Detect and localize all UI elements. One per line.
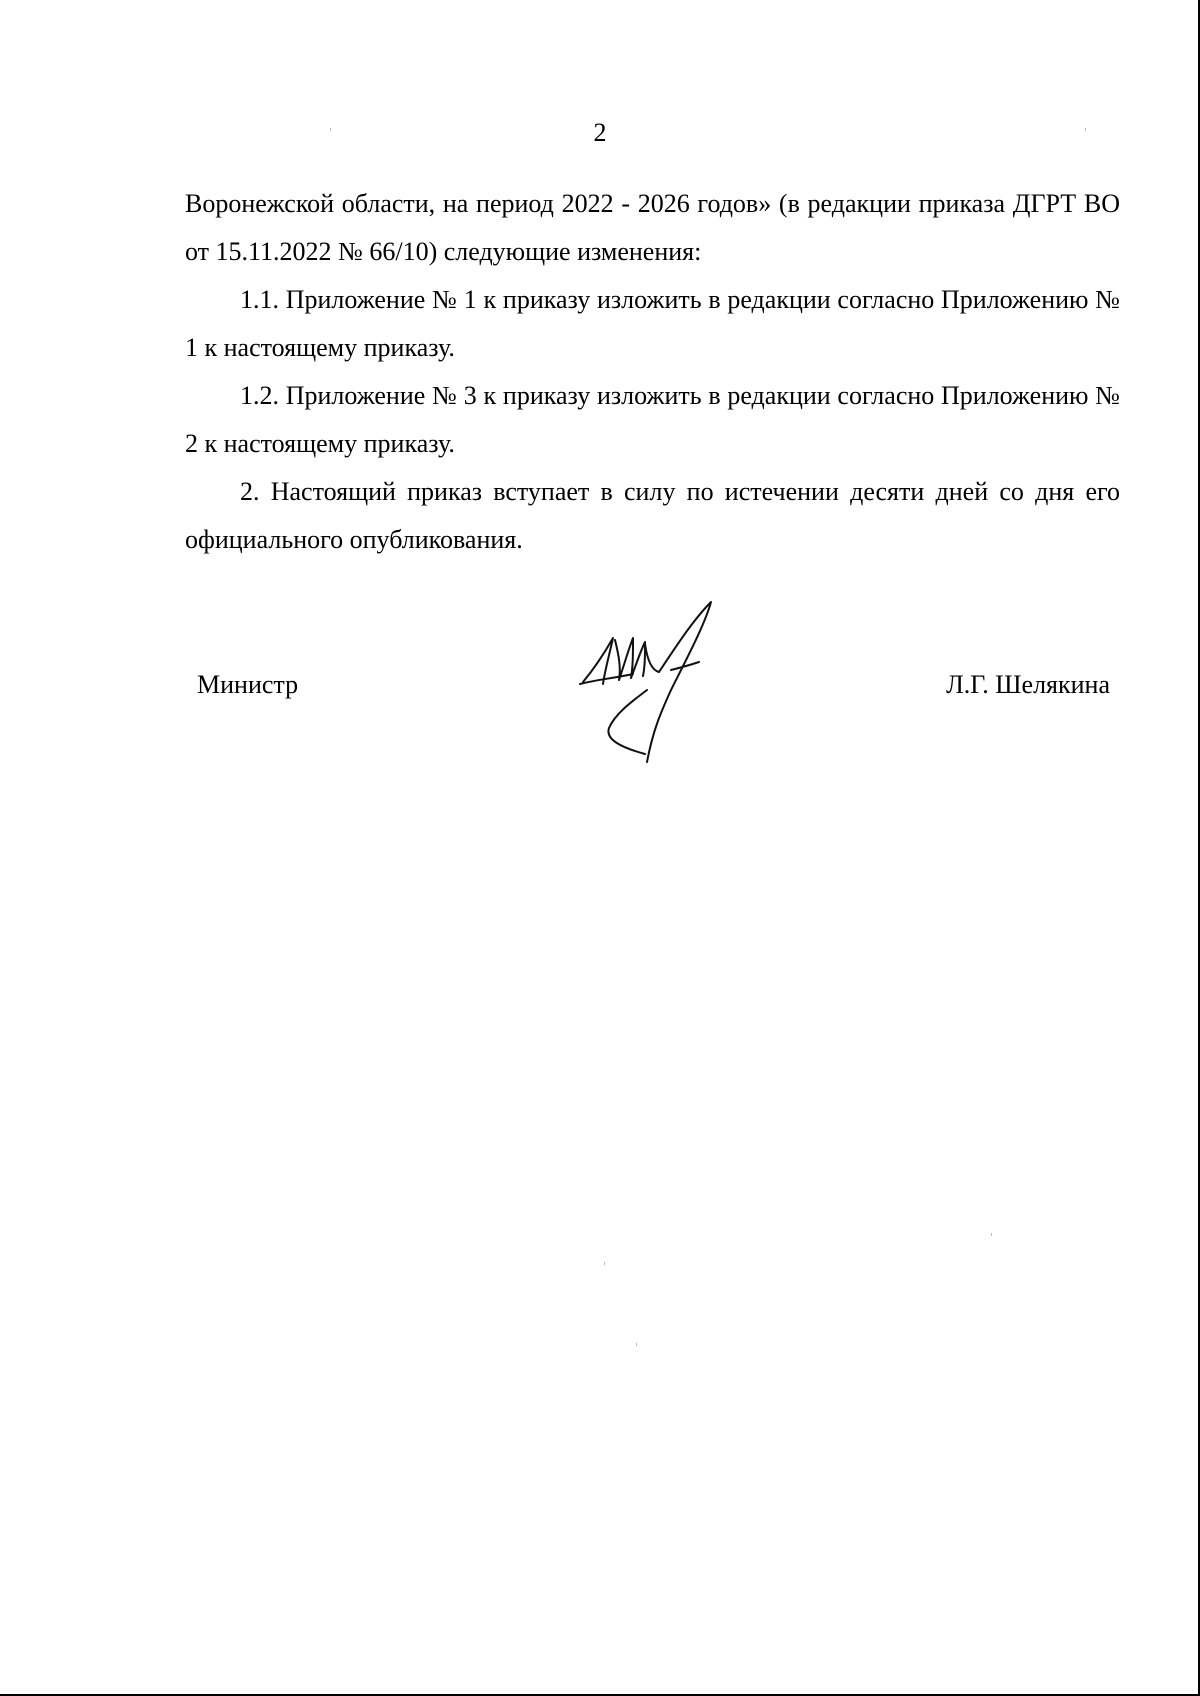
page-number: 2 [593, 118, 607, 147]
scan-speck [604, 1262, 605, 1265]
scan-speck [330, 128, 331, 131]
handwritten-signature-icon [575, 600, 715, 765]
document-body [185, 180, 1120, 564]
paragraph-intro: Воронежской области, на период 2022 - 2026 годов» (в редакции приказа ДГРТ ВО от 15.11.2022 № 66/10) следующие изменения: [185, 189, 1120, 266]
scan-speck [636, 1343, 637, 1346]
signatory-name: Л.Г. Шелякина [946, 670, 1110, 699]
paragraph-1-2: 1.2. Приложение № 3 к приказу изложить в редакции согласно Приложению № 2 к настоящему приказу. [185, 381, 1120, 458]
scan-speck [1085, 128, 1086, 131]
signatory-title: Министр [197, 670, 299, 699]
paragraph-1-1: 1.1. Приложение № 1 к приказу изложить в редакции согласно Приложению № 1 к настоящему приказу. [185, 285, 1120, 362]
scan-speck [991, 1233, 992, 1236]
paragraph-2: 2. Настоящий приказ вступает в силу по истечении десяти дней со дня его официального опубликования. [185, 477, 1120, 554]
